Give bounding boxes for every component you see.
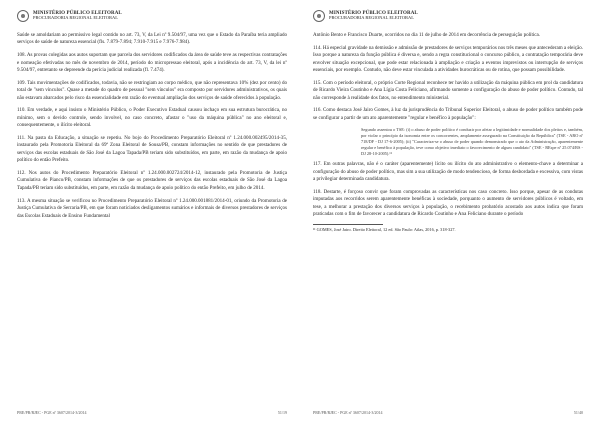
paragraph: Saúde se amoldariam ao permissivo legal contido no art. 73, V, da Lei nº 9.504/97, uma vez que o Estado da Paraíba teria ampliado serviços de saúde de natureza essencial (fls. 7.879-7.894; 7.910-7.915 e 7.976-7.984). [17, 32, 287, 46]
page-header [313, 6, 583, 26]
header-org: MINISTÉRIO PÚBLICO ELEITORAL [329, 11, 418, 17]
paragraph: 117. Em outras palavras, não é o caráter (aparentemente) lícito ou ilícito do ato administrativo o elemento-chave a determinar a configuração do abuso de poder político, mas sim a sua utilização de modo tendencioso, de forma desbordada e excessiva, com vistas a privilegiar determinada candidatura. [313, 161, 583, 182]
paragraph: 115. Com o período eleitoral, o próprio Corte Regional reconhece ter havido a utilização da máquina pública em prol da candidatura de Ricardo Vieira Coutinho e Ana Lígia Costa Feliciano, afirmando somente a configuração do abuso de poder político. Contudo, tal não corresponde à realidade dos fatos, no entendimento ministerial. [313, 79, 583, 101]
block-quote: Segundo assentou o TSE: (i) o abuso de poder político é conduzir por afetar a legitimidade e normalidade dos pleitos e, também, por violar o princípio da isonomia entre os concorrentes, amplamente assegurado na Constituição da República" (TSE - ARO nº 718/DF - DJ 17-6-2005); (ii) "Caracteriza-se o abuso de poder quando demonstrado que o ato da Administração, aparentemente regular e benéfico à população, teve como objetivo imediato o favorecimento de algum candidato" (TSE - REspe nº 25.074/RS - DJ 28-10-2005).¹¹ [361, 127, 583, 157]
paragraph: 113. A mesma situação se verificou no Procedimento Preparatório Eleitoral nº 1.24.000.001881/2014-01, oriundo da Promotoria de Justiça Cumulativa de Serraria/PB, em que foram noticiados desligamentos sumários e informais de diversos prestadores de serviços das Escolas Estaduais de Ensino Fundamental [17, 197, 287, 219]
paragraph: 118. Destarte, é forçoso convir que foram comprovadas as características nos caso concreto. Isso porque, apesar de as condutas imputadas aos recorridos serem aparentemente benéficas à sociedade, porquanto o aumento de servidores públicos é voltado, em tese, a melhorar a prestação dos diversos serviços à população, o recebimento probatório acostado aos autos indica que foram praticadas com o fim de favorecer a candidatura de Ricardo Coutinho e Ana Feliciano durante o período [313, 188, 583, 218]
paragraph: Antônio Bento e Francisco Duarte, ocorridos no dia 11 de julho de 2014 em decorrência de perseguição política. [313, 32, 540, 38]
paragraph: 110. Em verdade, e aqui insisto o Ministério Público, o Poder Executivo Estadual causou inchaço em sua estrutura burocrática, no mínimo, sem o devido controle, sendo involvel, no caso concreto, afastar o "uso da máquina pública" no ano eleitoral e, consequentemente, o ilícito eleitoral. [17, 107, 287, 129]
page-footer [17, 410, 287, 415]
page-number: 51/40 [573, 410, 583, 415]
coat-of-arms-icon [313, 10, 325, 22]
header-org: MINISTÉRIO PÚBLICO ELEITORAL [33, 11, 122, 17]
left-page [8, 0, 296, 424]
right-page [304, 0, 592, 424]
paragraph: 109. Tais movimentações de codificados, todavia, não se restringiam ao corpo médico, que não representava 10% (dez por cento) do total de "sem vínculos". Quase a metade do quadro de pessoal "sem vínculos" era composto por servidores administrativos, os quais não estavam abarcados pelo risco da essencialidade em razão do eventual ampliação dos serviços de saúde oferecidos à população. [17, 79, 287, 101]
paragraph: 111. Na pasta da Educação, a situação se repetiu. No bojo do Procedimento Preparatório Eleitoral nº 1.24.000.002495/2014-35, instaurado pela Promotoria Eleitoral da 69ª Zona Eleitoral de Sousa/PB, constam informações no sentido de que prestadores de serviços das escolas estaduais de São José da Lagoa Tapada/PB teriam sido substituídos, em parte, em razão da mudança de apoio político do então Prefeito. [17, 134, 287, 164]
page-header [17, 6, 287, 26]
header-text [329, 11, 418, 21]
coat-of-arms-icon [17, 10, 29, 22]
page-number: 51/19 [277, 410, 287, 415]
header-unit: PROCURADORIA REGIONAL ELEITORAL [33, 15, 118, 21]
paragraph: 112. Nos autos do Procedimento Preparatório Eleitoral nº 1.24.000.002724/2014-12, instaurado pela Promotoria de Justiça Cumulativa de Pianco/PB, constam informações de que os prestadores de serviços das escolas estaduais de São José da Lagoa Tapada/PB teriam sido substituídos, em parte, em razão da mudança de apoio político do então Prefeito, em julho de 2014. [17, 169, 287, 191]
footnote: ¹¹ GOMES, José Jairo. Direito Eleitoral, 12 ed. São Paulo: Atlas, 2016, p. 318-327. [313, 226, 456, 232]
paragraph: 114. Há especial gravidade na demissão e admissão de prestadores de serviços temporários nos três meses que antecederam a eleição. Isso porque a natureza da função pública é diversa e, sendo a regra constitucional o concurso público, a contratação temporária deve envolver situação excepcional, que pode estar relacionada à ampliação e criação a eventos imprevistos ou interrupção de serviços essenciais, por exemplo. Contudo, não deve estar vinculada a atividades burocráticas ou de rotina, que possam possibilidade. [313, 44, 583, 74]
footnote-divider [313, 224, 383, 225]
paragraph: 108. As provas colegidas aos autos suportam que parcela dos servidores codificados da área de saúde teve as respectivas contratações e nomeação efetivadas no mês de novembro de 2014, período do micropressao eleitoral, após a incidência do art. 73, V, da lei nº 9.504/97, entretanto se depreende da perícia judicial realizada (fl. 7.474). [17, 52, 287, 74]
footer-reference: PRE/PB/RJEC - PGE nº 3607/2014-3/2014 [17, 410, 87, 415]
footer-reference: PRE/PB/RJEC - PGE nº 3607/2014-3/2014 [313, 410, 383, 415]
header-text [33, 11, 122, 21]
header-unit: PROCURADORIA REGIONAL ELEITORAL [329, 15, 414, 21]
page-footer [313, 410, 583, 415]
paragraph: 116. Como destaca José Jairo Gomes, à luz da jurisprudência do Tribunal Superior Eleitoral, o abuso de poder político também pode se configurar a partir de um ato aparentemente "regular e benéfico à população": [313, 107, 583, 121]
